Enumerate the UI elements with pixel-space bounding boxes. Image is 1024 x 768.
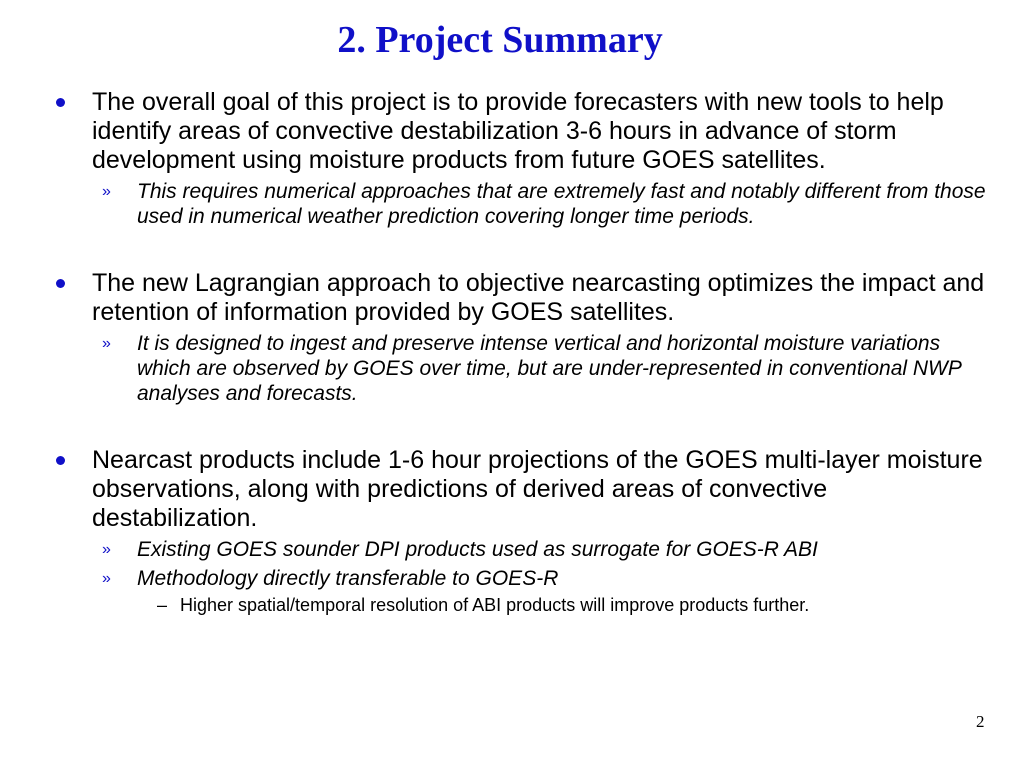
bullet-text: Nearcast products include 1-6 hour projections of the GOES multi-layer moisture observations, along with predictions of derived areas of convective destabilization. bbox=[92, 446, 983, 532]
bullet-text: The new Lagrangian approach to objective nearcasting optimizes the impact and retention of information provided by GOES satellites. bbox=[92, 269, 985, 326]
page-number: 2 bbox=[976, 712, 985, 731]
sub-sub-bullet-item bbox=[52, 594, 987, 616]
bullet-item bbox=[52, 446, 987, 533]
dash-marker-icon: – bbox=[157, 595, 168, 615]
sub-bullet-text: Methodology directly transferable to GOES-R bbox=[137, 567, 559, 590]
sub-bullet-text: This requires numerical approaches that are extremely fast and notably different from those used in numerical weather prediction covering longer time periods. bbox=[137, 180, 986, 228]
slide-content bbox=[52, 88, 987, 616]
bullet-dot-icon bbox=[56, 456, 65, 465]
sub-sub-bullet-text: Higher spatial/temporal resolution of ABI products will improve products further. bbox=[180, 595, 810, 615]
bullet-item bbox=[52, 88, 987, 175]
bullet-dot-icon bbox=[56, 98, 65, 107]
sub-bullet-item bbox=[52, 179, 987, 229]
sub-bullet-text: Existing GOES sounder DPI products used as surrogate for GOES-R ABI bbox=[137, 538, 818, 561]
raquo-marker-icon: » bbox=[102, 541, 111, 558]
bullet-item bbox=[52, 269, 987, 327]
slide-title: 2. Project Summary bbox=[337, 19, 663, 61]
bullet-dot-icon bbox=[56, 279, 65, 288]
sub-bullet-item bbox=[52, 331, 987, 406]
raquo-marker-icon: » bbox=[102, 183, 111, 200]
sub-bullet-text: It is designed to ingest and preserve intense vertical and horizontal moisture variations which are observed by GOES over time, but are under-represented in conventional NWP analyses and forecasts. bbox=[137, 332, 962, 405]
raquo-marker-icon: » bbox=[102, 335, 111, 352]
sub-bullet-item bbox=[52, 566, 987, 591]
sub-bullet-item bbox=[52, 537, 987, 562]
raquo-marker-icon: » bbox=[102, 570, 111, 587]
bullet-text: The overall goal of this project is to provide forecasters with new tools to help identify areas of convective destabilization 3-6 hours in advance of storm development using moisture products from future GOES satellites. bbox=[92, 88, 944, 174]
